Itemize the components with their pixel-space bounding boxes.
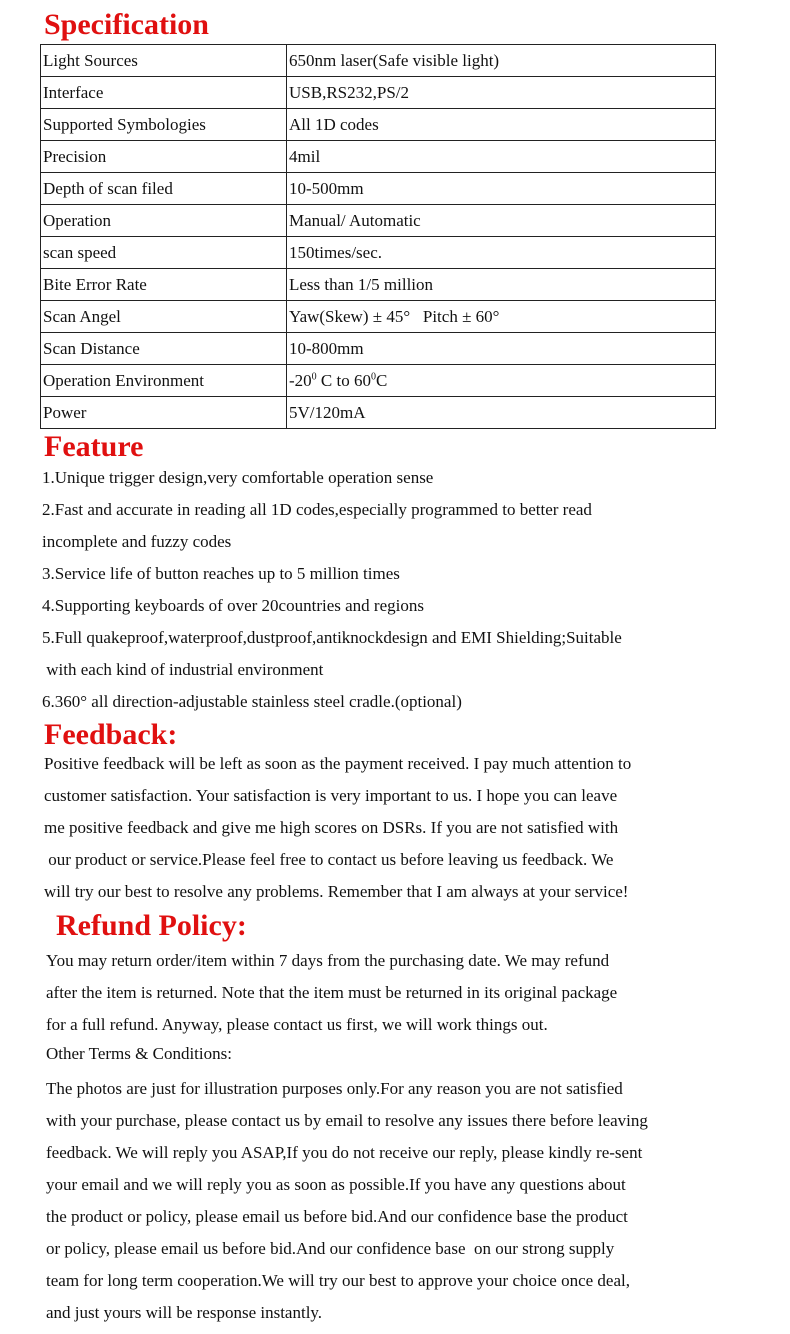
spec-value: 150times/sec. — [287, 237, 716, 269]
list-item: 1.Unique trigger design,very comfortable operation sense — [42, 468, 434, 487]
temp-mid: C to 60 — [316, 370, 371, 390]
spec-value: 650nm laser(Safe visible light) — [287, 45, 716, 77]
text-line: or policy, please email us before bid.And our confidence base on our strong supply — [46, 1239, 615, 1258]
table-row — [41, 269, 716, 301]
feedback-text — [44, 748, 631, 908]
list-item: 5.Full quakeproof,waterproof,dustproof,antiknockdesign and EMI Shielding;Suitable — [42, 628, 622, 647]
spec-key: Interface — [41, 77, 287, 109]
table-row — [41, 109, 716, 141]
list-item: 3.Service life of button reaches up to 5 million times — [42, 564, 400, 583]
text-line: your email and we will reply you as soon as possible.If you have any questions about — [46, 1175, 626, 1194]
other-terms-title: Other Terms & Conditions: — [46, 1044, 232, 1063]
other-terms-text — [46, 1073, 648, 1329]
spec-key: Depth of scan filed — [41, 173, 287, 205]
text-line: team for long term cooperation.We will try our best to approve your choice once deal, — [46, 1271, 630, 1290]
spec-value: Manual/ Automatic — [287, 205, 716, 237]
specification-table — [40, 44, 716, 429]
refund-text — [46, 945, 617, 1041]
table-row — [41, 205, 716, 237]
table-row — [41, 333, 716, 365]
spec-value: 5V/120mA — [287, 397, 716, 429]
spec-key: Scan Angel — [41, 301, 287, 333]
specification-heading: Specification — [44, 8, 209, 41]
spec-key: Precision — [41, 141, 287, 173]
text-line: will try our best to resolve any problems. Remember that I am always at your service! — [44, 882, 629, 901]
degree-sup: 0 — [311, 370, 317, 382]
text-line: customer satisfaction. Your satisfaction is very important to us. I hope you can leave — [44, 786, 618, 805]
table-row — [41, 45, 716, 77]
spec-value: All 1D codes — [287, 109, 716, 141]
spec-key: Operation — [41, 205, 287, 237]
table-row — [41, 173, 716, 205]
spec-value: Yaw(Skew) ± 45° Pitch ± 60° — [287, 301, 716, 333]
text-line: me positive feedback and give me high scores on DSRs. If you are not satisfied with — [44, 818, 619, 837]
feature-list — [42, 462, 742, 718]
table-row — [41, 77, 716, 109]
feedback-heading: Feedback: — [44, 718, 178, 751]
spec-value: 4mil — [287, 141, 716, 173]
list-item: 4.Supporting keyboards of over 20countries and regions — [42, 596, 424, 615]
list-item: incomplete and fuzzy codes — [42, 532, 232, 551]
text-line: with your purchase, please contact us by email to resolve any issues there before leaving — [46, 1111, 648, 1130]
table-row — [41, 365, 716, 397]
table-row — [41, 237, 716, 269]
text-line: the product or policy, please email us before bid.And our confidence base the product — [46, 1207, 628, 1226]
table-row — [41, 141, 716, 173]
temp-min: -20 — [289, 370, 312, 390]
text-line: The photos are just for illustration purposes only.For any reason you are not satisfied — [46, 1079, 623, 1098]
spec-key: Supported Symbologies — [41, 109, 287, 141]
temp-unit: C — [375, 370, 388, 390]
feature-heading: Feature — [44, 430, 144, 463]
spec-value — [287, 365, 716, 397]
text-line: You may return order/item within 7 days from the purchasing date. We may refund — [46, 951, 610, 970]
spec-value: 10-500mm — [287, 173, 716, 205]
spec-key: Scan Distance — [41, 333, 287, 365]
spec-key: Power — [41, 397, 287, 429]
spec-value: 10-800mm — [287, 333, 716, 365]
refund-heading: Refund Policy: — [56, 909, 247, 942]
text-line: Positive feedback will be left as soon as the payment received. I pay much attention to — [44, 754, 632, 773]
table-row — [41, 397, 716, 429]
text-line: after the item is returned. Note that the item must be returned in its original package — [46, 983, 618, 1002]
spec-key: Operation Environment — [41, 365, 287, 397]
list-item: with each kind of industrial environment — [42, 660, 324, 679]
text-line: feedback. We will reply you ASAP,If you do not receive our reply, please kindly re-sent — [46, 1143, 643, 1162]
spec-key: Bite Error Rate — [41, 269, 287, 301]
text-line: our product or service.Please feel free to contact us before leaving us feedback. We — [44, 850, 614, 869]
table-row — [41, 301, 716, 333]
spec-key: Light Sources — [41, 45, 287, 77]
spec-value: USB,RS232,PS/2 — [287, 77, 716, 109]
text-line: for a full refund. Anyway, please contact us first, we will work things out. — [46, 1015, 548, 1034]
spec-key: scan speed — [41, 237, 287, 269]
text-line: and just yours will be response instantly. — [46, 1303, 323, 1322]
list-item: 6.360° all direction-adjustable stainless steel cradle.(optional) — [42, 692, 462, 711]
degree-sup: 0 — [370, 370, 376, 382]
list-item: 2.Fast and accurate in reading all 1D codes,especially programmed to better read — [42, 500, 592, 519]
spec-value: Less than 1/5 million — [287, 269, 716, 301]
